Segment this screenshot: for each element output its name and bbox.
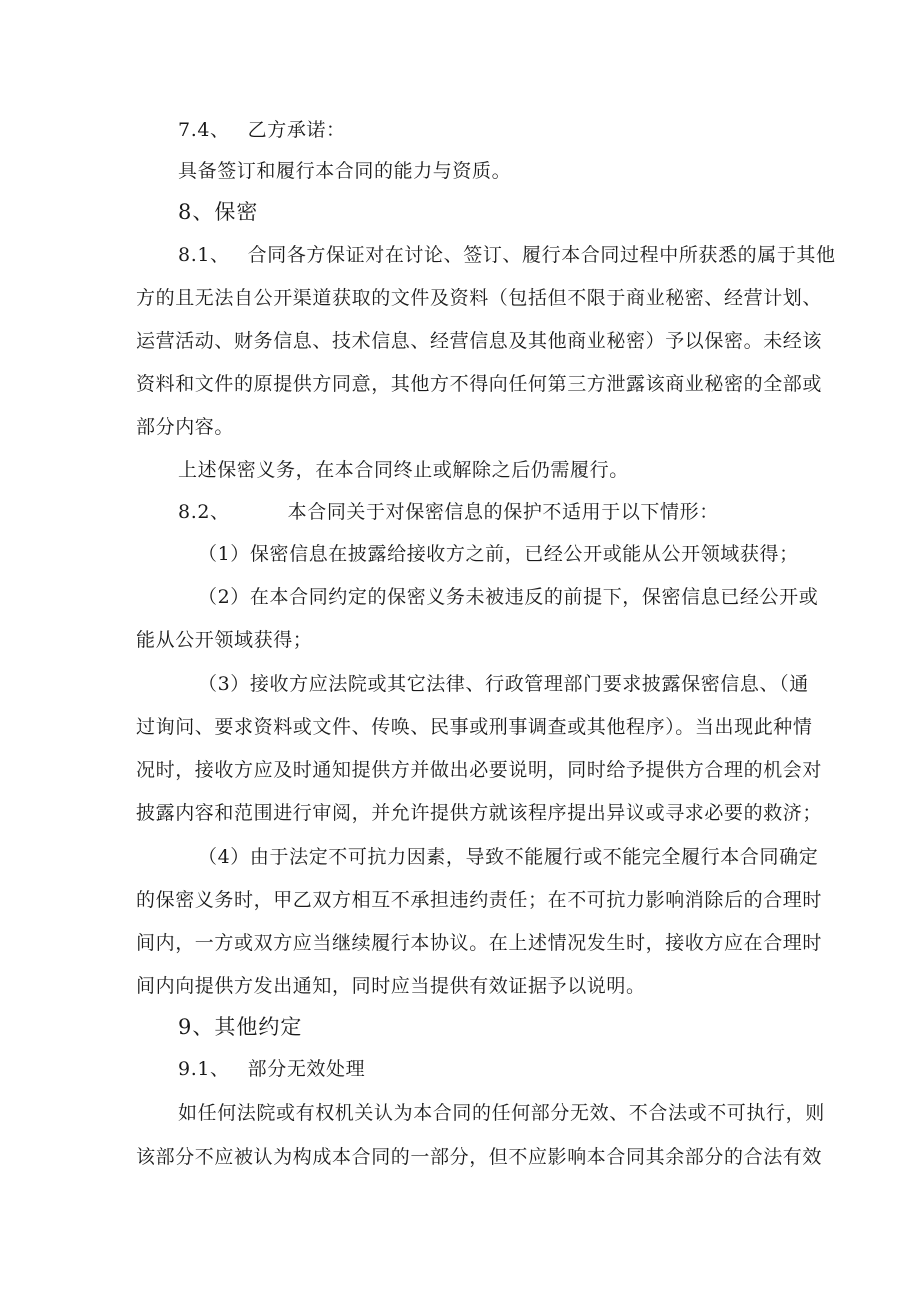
clause-8-1-note: 上述保密义务，在本合同终止或解除之后仍需履行。 <box>178 459 629 481</box>
clause-title: 乙方承诺： <box>247 119 346 141</box>
paragraph-line: 间内，一方或双方应当继续履行本协议。在上述情况发生时，接收方应在合理时 <box>136 932 823 954</box>
item-3-line-4 <box>136 801 823 825</box>
clause-number: 7.4、 <box>178 119 230 141</box>
item-3-line-3 <box>136 758 823 782</box>
item-4-line-4: 间内向提供方发出通知，同时应当提供有效证据予以说明。 <box>136 975 646 997</box>
clause-8-2-heading <box>178 500 719 524</box>
paragraph-line: 过询问、要求资料或文件、传唤、民事或刑事调查或其他程序）。当出现此种情 <box>136 716 813 738</box>
clause-9-1-heading <box>178 1057 365 1081</box>
paragraph-line: 运营活动、财务信息、技术信息、经营信息及其他商业秘密）予以保密。未经该 <box>136 330 823 352</box>
clause-8-1-line-5: 部分内容。 <box>136 416 235 438</box>
paragraph-line: 的保密义务时，甲乙双方相互不承担违约责任；在不可抗力影响消除后的合理时 <box>136 889 823 911</box>
clause-8-1-line-4 <box>136 372 823 396</box>
section-8-heading: 8、保密 <box>178 200 259 224</box>
clause-8-1-line-2 <box>136 286 823 310</box>
item-2-line-2: 能从公开领域获得； <box>136 629 313 651</box>
paragraph-line: 披露内容和范围进行审阅，并允许提供方就该程序提出异议或寻求必要的救济； <box>136 802 823 824</box>
clause-7-4-heading <box>178 118 346 142</box>
item-3-line-1: （3）接收方应法院或其它法律、行政管理部门要求披露保密信息、（通 <box>198 673 809 695</box>
item-4-line-3 <box>136 931 823 955</box>
clause-8-1-line-3 <box>136 329 823 353</box>
clause-title: 本合同关于对保密信息的保护不适用于以下情形： <box>287 501 719 523</box>
item-2-line-1: （2）在本合同约定的保密义务未被违反的前提下，保密信息已经公开或 <box>198 586 819 608</box>
item-1-line-1: （1）保密信息在披露给接收方之前，已经公开或能从公开领域获得； <box>198 543 799 565</box>
clause-title: 部分无效处理 <box>247 1058 366 1080</box>
paragraph-line: 资料和文件的原提供方同意，其他方不得向任何第三方泄露该商业秘密的全部或 <box>136 373 823 395</box>
clause-number: 9.1、 <box>178 1058 230 1080</box>
paragraph-line: 该部分不应被认为构成本合同的一部分，但不应影响本合同其余部分的合法有效 <box>136 1146 823 1168</box>
item-4-line-1: （4）由于法定不可抗力因素，导致不能履行或不能完全履行本合同确定 <box>198 846 819 868</box>
clause-9-1-line-1: 如任何法院或有权机关认为本合同的任何部分无效、不合法或不可执行，则 <box>178 1102 825 1124</box>
clause-8-1-line-1 <box>178 243 836 267</box>
item-4-line-2 <box>136 888 823 912</box>
clause-number: 8.2、 <box>178 501 230 523</box>
clause-9-1-line-2 <box>136 1145 823 1169</box>
clause-number: 8.1、 <box>178 244 230 266</box>
clause-7-4-body: 具备签订和履行本合同的能力与资质。 <box>178 160 512 182</box>
clause-text: 合同各方保证对在讨论、签订、履行本合同过程中所获悉的属于其他 <box>247 244 836 266</box>
paragraph-line: 方的且无法自公开渠道获取的文件及资料（包括但不限于商业秘密、经营计划、 <box>136 287 823 309</box>
section-9-heading: 9、其他约定 <box>178 1015 303 1039</box>
paragraph-line: 况时，接收方应及时通知提供方并做出必要说明，同时给予提供方合理的机会对 <box>136 759 823 781</box>
item-3-line-2 <box>136 715 813 739</box>
